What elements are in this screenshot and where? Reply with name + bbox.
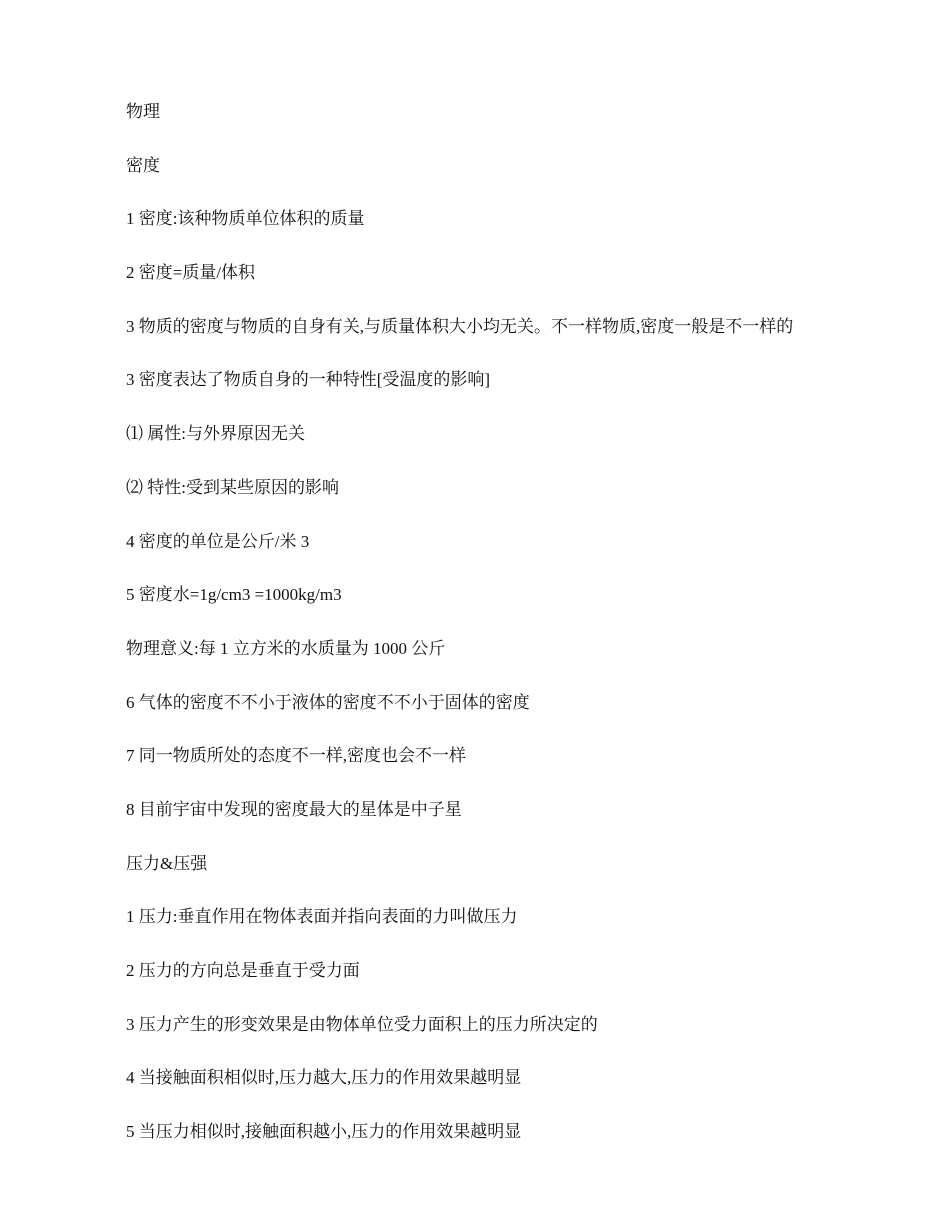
text-line: 5 当压力相似时,接触面积越小,压力的作用效果越明显 [126, 1122, 522, 1142]
text-line: 3 压力产生的形变效果是由物体单位受力面积上的压力所决定的 [126, 1014, 598, 1034]
text-line: 3 物质的密度与物质的自身有关,与质量体积大小均无关。不一样物质,密度一般是不一样的 [126, 316, 794, 336]
text-line: 2 密度=质量/体积 [126, 263, 256, 283]
text-line: 4 密度的单位是公斤/米 3 [126, 531, 310, 551]
section-heading-density: 密度 [126, 155, 160, 175]
text-line: 1 密度:该种物质单位体积的质量 [126, 209, 365, 229]
document-body [126, 100, 906, 1174]
text-line: 6 气体的密度不不小于液体的密度不不小于固体的密度 [126, 692, 530, 712]
section-heading-pressure: 压力&压强 [126, 853, 208, 873]
text-line: 4 当接触面积相似时,压力越大,压力的作用效果越明显 [126, 1068, 522, 1088]
text-line: ⑴ 属性:与外界原因无关 [126, 424, 305, 444]
subject-heading: 物理 [126, 102, 160, 121]
text-line: 5 密度水=1g/cm3 =1000kg/m3 [126, 585, 342, 605]
text-line: 物理意义:每 1 立方米的水质量为 1000 公斤 [126, 638, 446, 658]
text-line: 7 同一物质所处的态度不一样,密度也会不一样 [126, 746, 466, 766]
text-line: 3 密度表达了物质自身的一种特性[受温度的影响] [126, 370, 491, 390]
text-line: ⑵ 特性:受到某些原因的影响 [126, 477, 339, 497]
text-line: 8 目前宇宙中发现的密度最大的星体是中子星 [126, 799, 462, 819]
text-line: 1 压力:垂直作用在物体表面并指向表面的力叫做压力 [126, 907, 518, 927]
text-line: 2 压力的方向总是垂直于受力面 [126, 961, 360, 980]
